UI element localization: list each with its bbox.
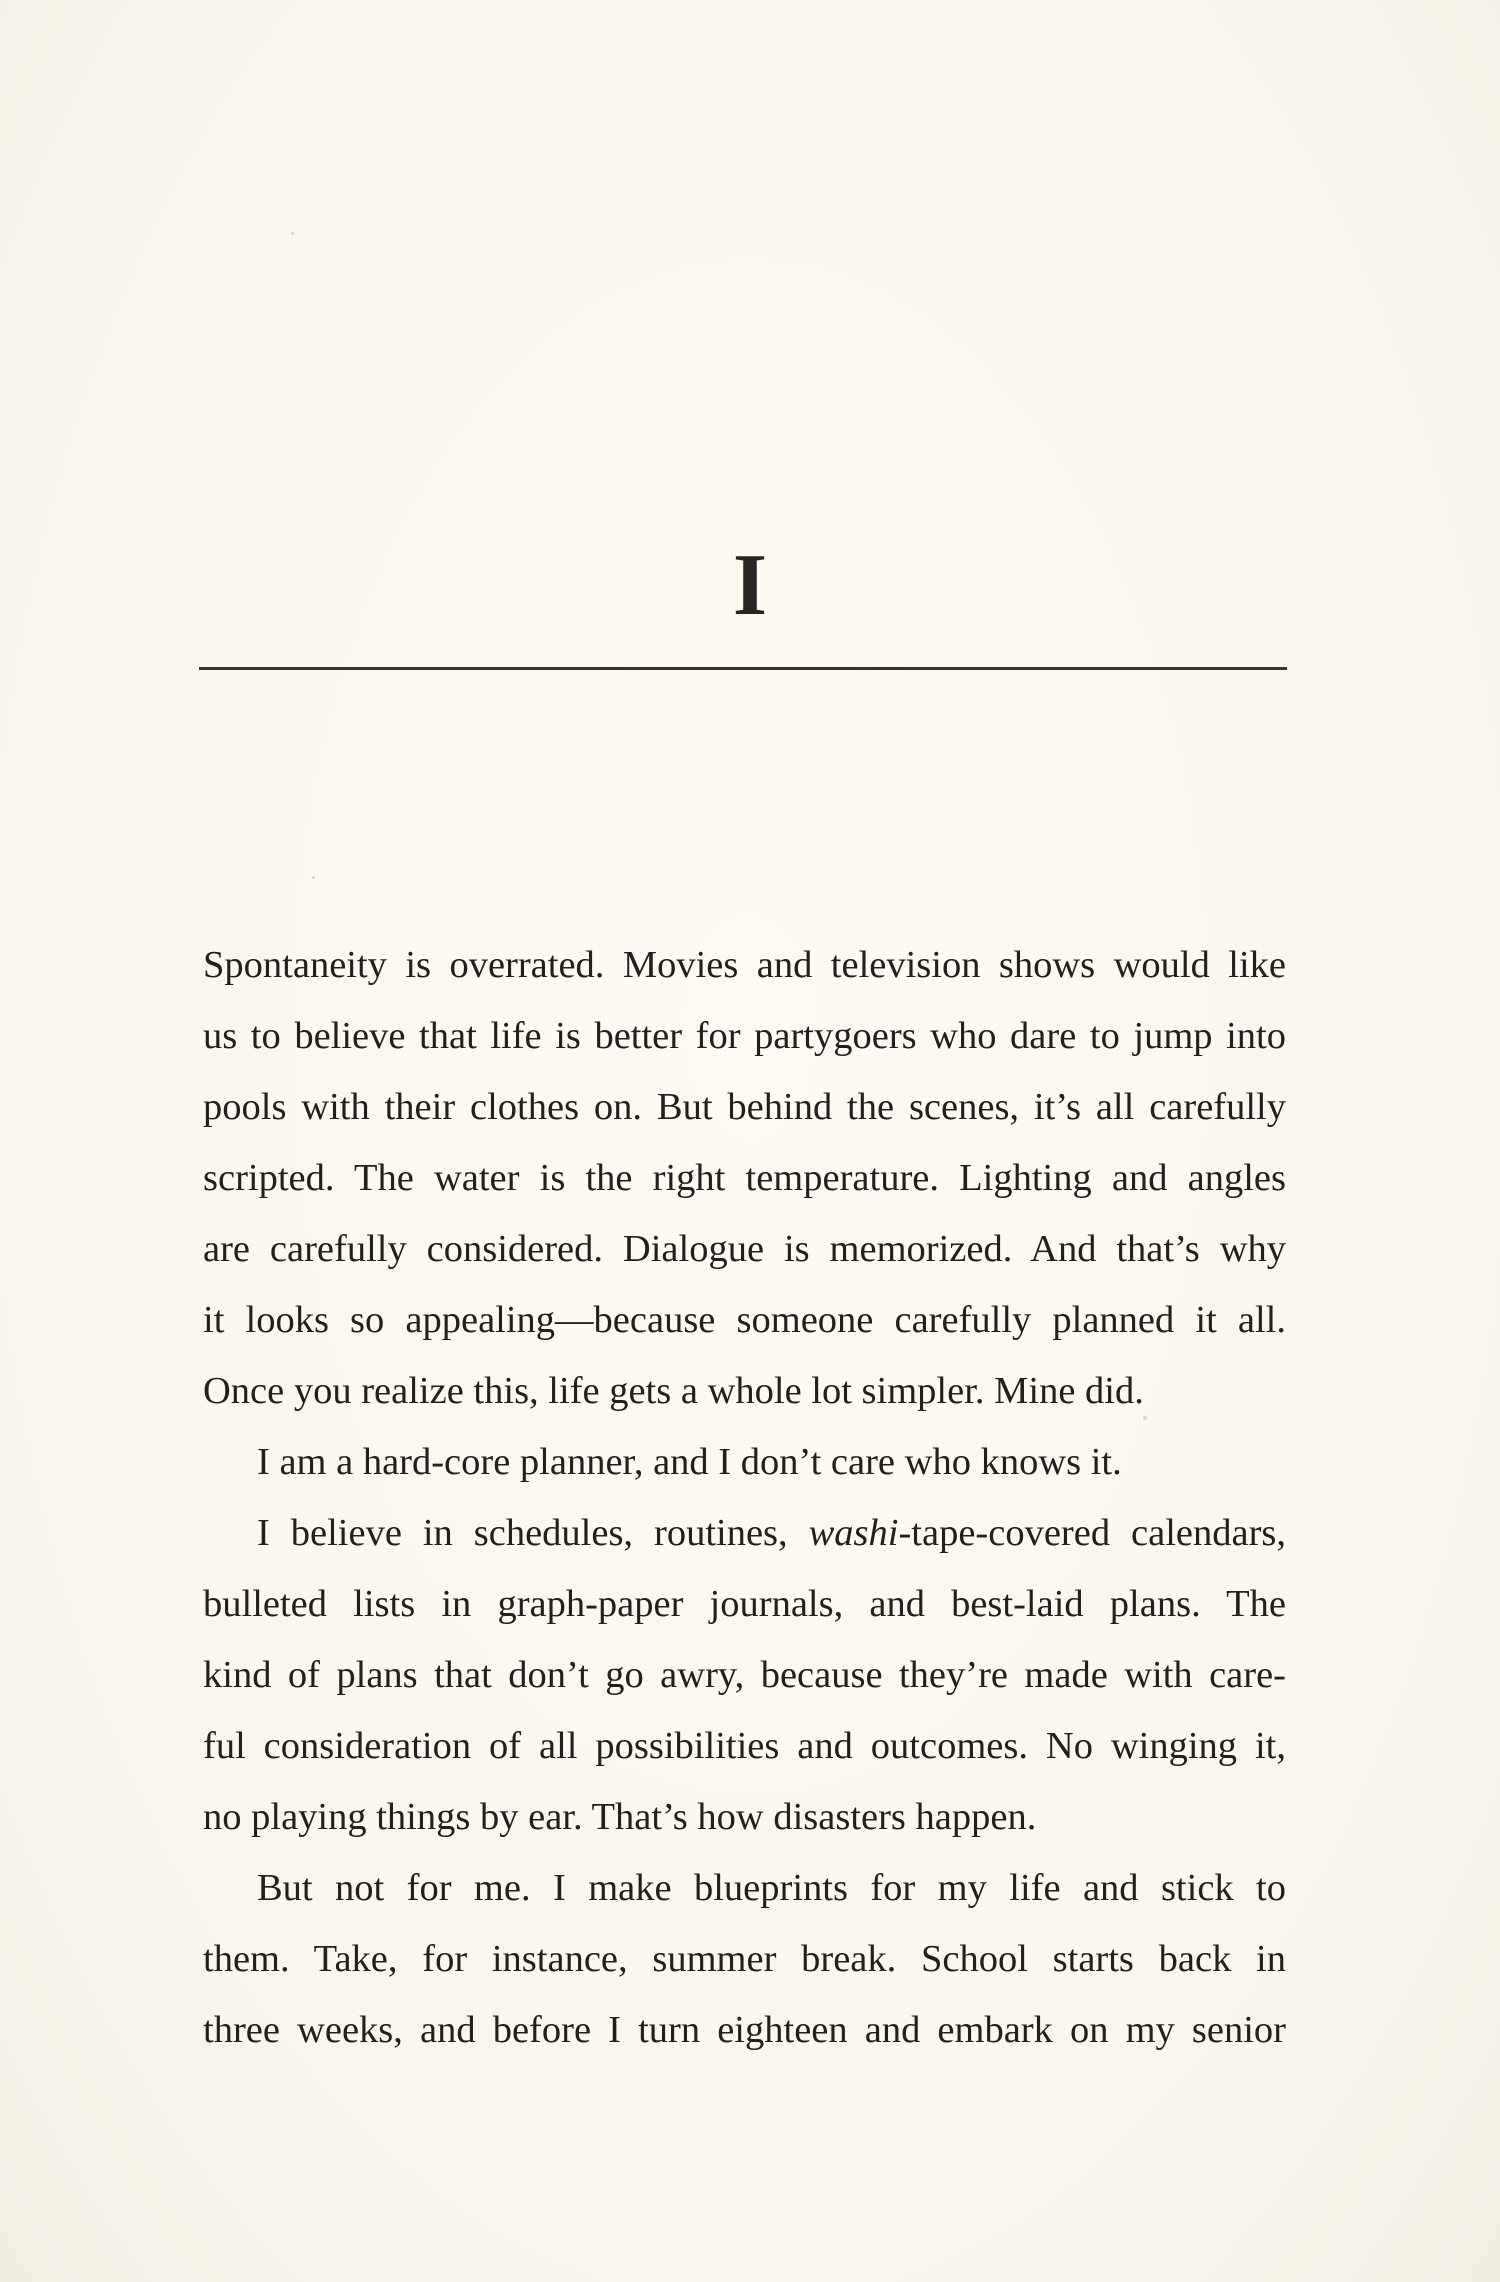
text-line: ful consideration of all possibilities and outcomes. No winging it, xyxy=(203,1725,1286,1767)
text-line: pools with their clothes on. But behind the scenes, it’s all carefully xyxy=(203,1086,1286,1128)
chapter-number: I xyxy=(732,537,768,634)
paper-speck xyxy=(312,876,315,879)
text-line: Spontaneity is overrated. Movies and television shows would like xyxy=(203,944,1286,986)
text-line: I am a hard-core planner, and I don’t care who knows it. xyxy=(257,1441,1122,1483)
text-run: I believe in schedules, routines, xyxy=(257,1512,809,1554)
text-line xyxy=(203,1498,1286,1569)
text-line: scripted. The water is the right temperature. Lighting and angles xyxy=(203,1157,1286,1199)
text-line: are carefully considered. Dialogue is memorized. And that’s why xyxy=(203,1228,1286,1270)
text-line: them. Take, for instance, summer break. School starts back in xyxy=(203,1938,1286,1980)
text-run: calendars, xyxy=(1131,1512,1286,1554)
chapter-body-text xyxy=(203,930,1286,2066)
text-line: But not for me. I make blueprints for my life and stick to xyxy=(257,1867,1286,1909)
text-line: no playing things by ear. That’s how disasters happen. xyxy=(203,1796,1037,1838)
text-line: Once you realize this, life gets a whole lot simpler. Mine did. xyxy=(203,1370,1144,1412)
chapter-divider-rule xyxy=(199,667,1287,670)
paper-speck xyxy=(291,232,294,235)
text-line: kind of plans that don’t go awry, because they’re made with care- xyxy=(203,1654,1286,1696)
text-line: three weeks, and before I turn eighteen and embark on my senior xyxy=(203,2009,1286,2051)
text-run: -tape-covered xyxy=(898,1512,1132,1554)
text-line: it looks so appealing—because someone carefully planned it all. xyxy=(203,1299,1286,1341)
italic-word: washi xyxy=(808,1512,899,1554)
text-line: bulleted lists in graph-paper journals, and best-laid plans. The xyxy=(203,1583,1286,1625)
text-line: us to believe that life is better for partygoers who dare to jump into xyxy=(203,1015,1286,1057)
